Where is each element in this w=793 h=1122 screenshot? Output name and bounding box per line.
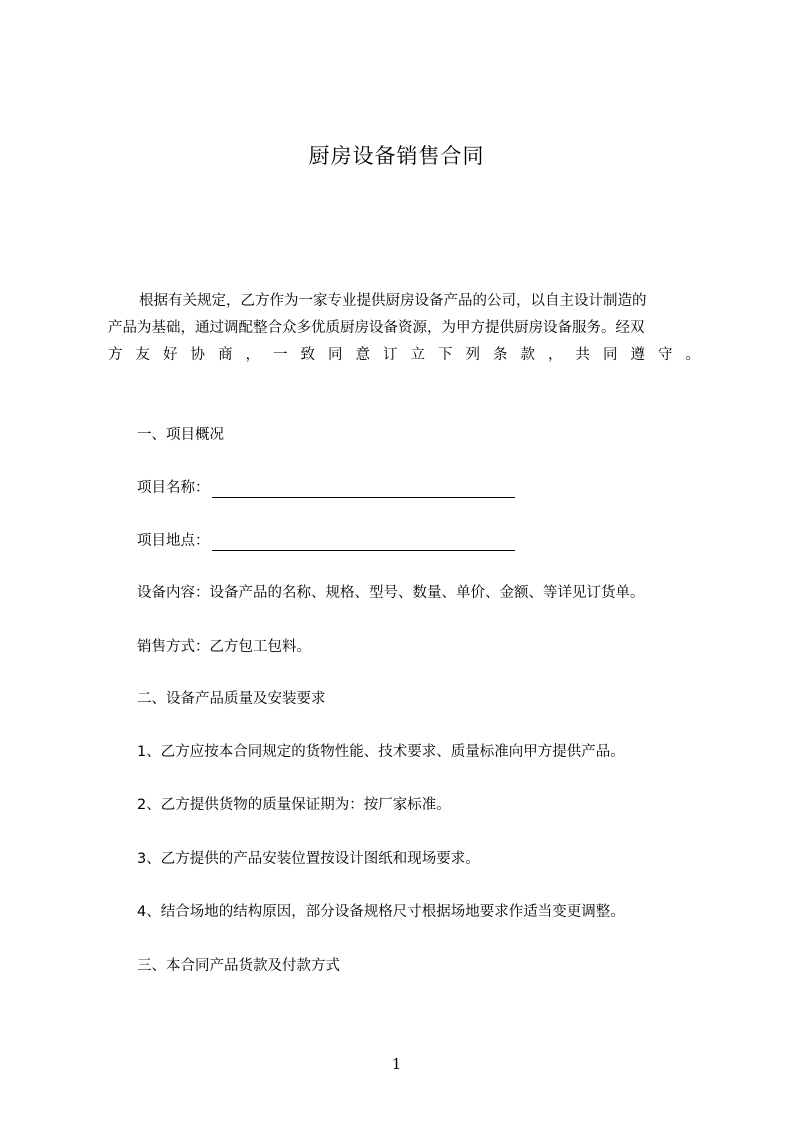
project-name-row (137, 478, 515, 498)
project-location-row (137, 531, 515, 551)
intro-line-1: 根据有关规定，乙方作为一家专业提供厨房设备产品的公司，以自主设计制造的 (139, 293, 647, 309)
project-name-label: 项目名称： (137, 480, 210, 496)
intro-line-2: 产品为基础，通过调配整合众多优质厨房设备资源，为甲方提供厨房设备服务。经双 (108, 320, 645, 336)
section-1-heading: 一、项目概况 (137, 427, 224, 443)
sales-method: 销售方式：乙方包工包料。 (137, 639, 311, 655)
intro-paragraph (108, 288, 700, 369)
project-location-label: 项目地点： (137, 533, 210, 549)
project-location-blank-line (212, 536, 515, 551)
project-name-blank-line (212, 483, 515, 498)
equipment-content: 设备内容：设备产品的名称、规格、型号、数量、单价、金额、等详见订货单。 (137, 585, 645, 601)
quality-item-3: 3、乙方提供的产品安装位置按设计图纸和现场要求。 (137, 851, 480, 867)
quality-item-2: 2、乙方提供货物的质量保证期为：按厂家标准。 (137, 797, 451, 813)
contract-title: 厨房设备销售合同 (308, 144, 485, 168)
section-3-heading: 三、本合同产品货款及付款方式 (137, 958, 340, 974)
quality-item-4: 4、结合场地的结构原因，部分设备规格尺寸根据场地要求作适当变更调整。 (137, 904, 625, 920)
intro-line-3: 方友好协商，一致同意订立下列条款，共同遵守。 (108, 347, 700, 363)
section-2-heading: 二、设备产品质量及安装要求 (137, 691, 326, 707)
quality-item-1: 1、乙方应按本合同规定的货物性能、技术要求、质量标准向甲方提供产品。 (137, 744, 625, 760)
page-number: 1 (391, 1055, 402, 1073)
